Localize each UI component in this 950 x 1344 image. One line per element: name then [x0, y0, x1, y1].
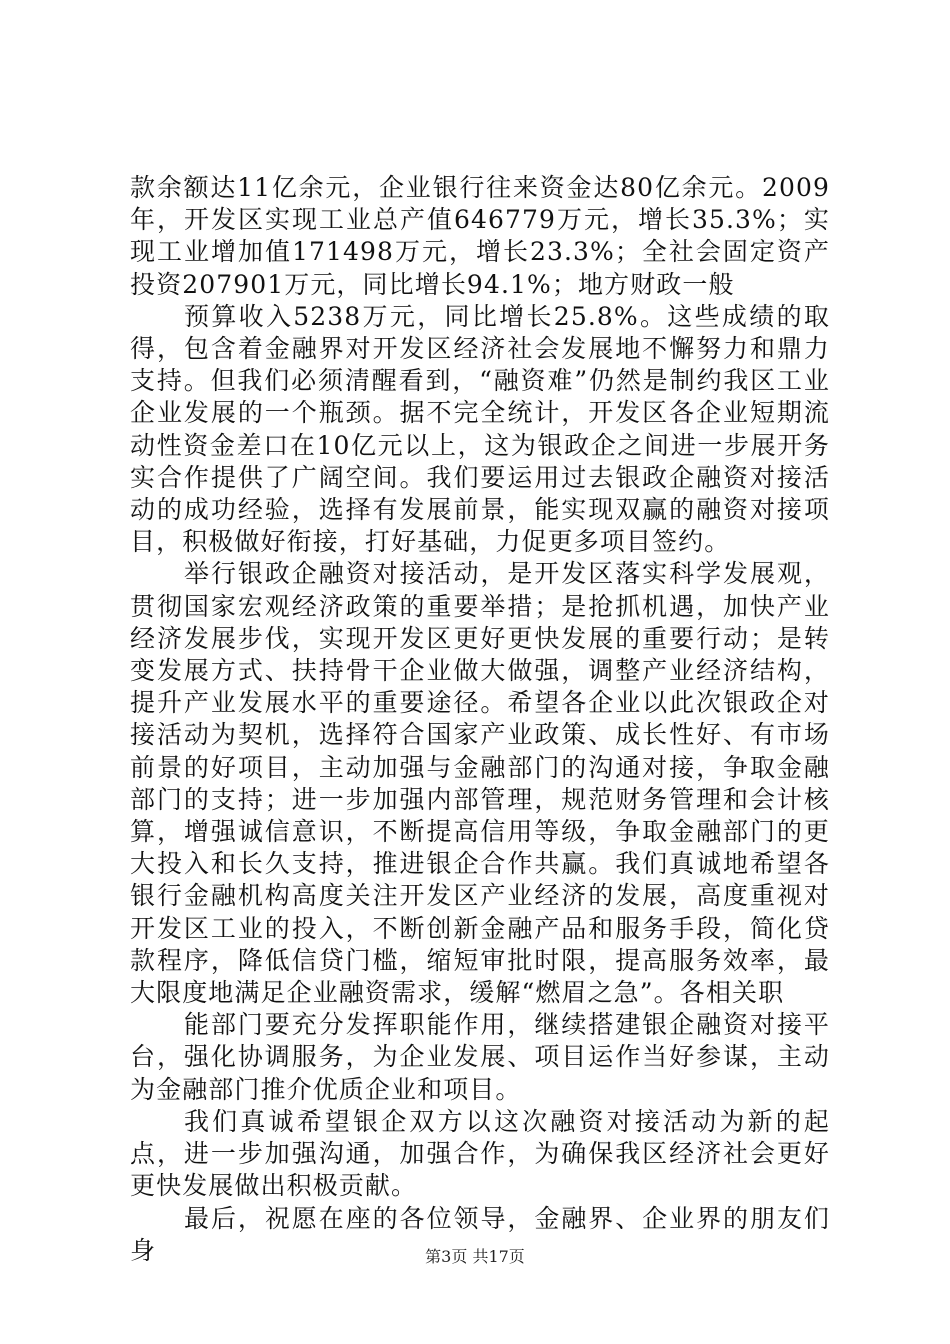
- paragraph-4: 能部门要充分发挥职能作用，继续搭建银企融资对接平台，强化协调服务，为企业发展、项目运作当好参谋，主动为金融部门推介优质企业和项目。: [130, 1010, 830, 1104]
- paragraph-5: 我们真诚希望银企双方以这次融资对接活动为新的起点，进一步加强沟通，加强合作，为确保我区经济社会更好更快发展做出积极贡献。: [130, 1106, 830, 1201]
- page-number-footer: 第3页 共17页: [425, 1247, 525, 1266]
- paragraph-1: 款余额达11亿余元，企业银行往来资金达80亿余元。2009年，开发区实现工业总产值646779万元，增长35.3%；实现工业增加值171498万元，增长23.3%；全社会固定资产投资207901万元，同比增长94.1%；地方财政一般: [130, 173, 830, 299]
- paragraph-3: 举行银政企融资对接活动，是开发区落实科学发展观，贯彻国家宏观经济政策的重要举措；是抢抓机遇，加快产业经济发展步伐，实现开发区更好更快发展的重要行动；是转变发展方式、扶持骨干企业做大做强，调整产业经济结构，提升产业发展水平的重要途径。希望各企业以此次银政企对接活动为契机，选择符合国家产业政策、成长性好、有市场前景的好项目，主动加强与金融部门的沟通对接，争取金融部门的支持；进一步加强内部管理，规范财务管理和会计核算，增强诚信意识，不断提高信用等级，争取金融部门的更大投入和长久支持，推进银企合作共赢。我们真诚地希望各银行金融机构高度关注开发区产业经济的发展，高度重视对开发区工业的投入，不断创新金融产品和服务手段，简化贷款程序，降低信贷门槛，缩短审批时限，提高服务效率，最大限度地满足企业融资需求，缓解“燃眉之急”。各相关职: [130, 559, 830, 1008]
- paragraph-2: 预算收入5238万元，同比增长25.8%。这些成绩的取得，包含着金融界对开发区经济社会发展地不懈努力和鼎力支持。但我们必须清醒看到，“融资难”仍然是制约我区工业企业发展的一个瓶颈。据不完全统计，开发区各企业短期流动性资金差口在10亿元以上，这为银政企之间进一步展开务实合作提供了广阔空间。我们要运用过去银政企融资对接活动的成功经验，选择有发展前景，能实现双赢的融资对接项目，积极做好衔接，打好基础，力促更多项目签约。: [130, 301, 830, 557]
- document-body: [130, 172, 830, 1267]
- paragraph-6: 最后，祝愿在座的各位领导，金融界、企业界的朋友们身: [130, 1203, 830, 1265]
